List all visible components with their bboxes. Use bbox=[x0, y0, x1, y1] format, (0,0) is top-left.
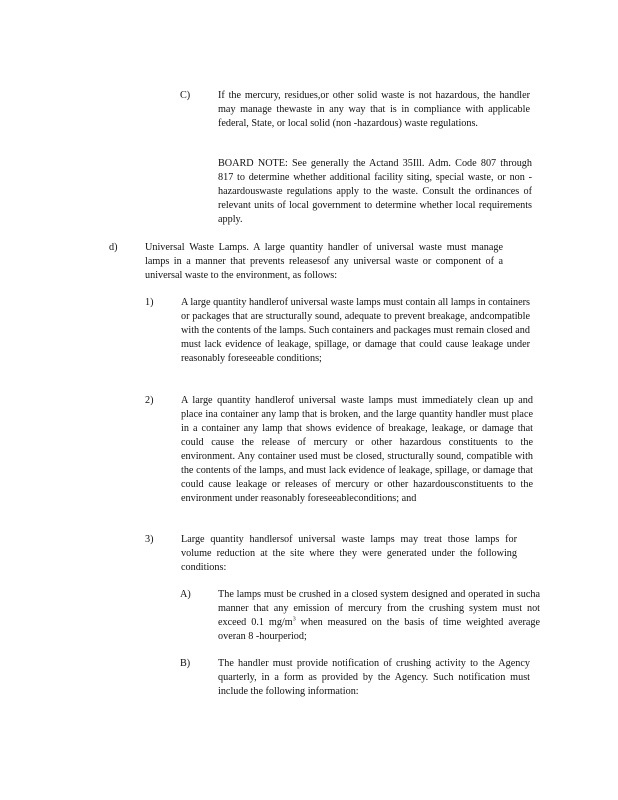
item-label-d3: 3) bbox=[145, 534, 154, 545]
paragraph-d3A bbox=[218, 588, 540, 644]
paragraph-d1: A large quantity handlerof universal waste lamps must contain all lamps in containers or packages that are structurally sound, adequate to prevent breakage, andcompatible with the contents of the lamps. Such containers and packages must remain closed and must lack evidence of leakage, spillage, or damage that could cause leakage under reasonably foreseeable conditions; bbox=[181, 297, 530, 364]
item-label-C: C) bbox=[180, 90, 191, 101]
superscript-3: 3 bbox=[292, 616, 296, 623]
item-label-d: d) bbox=[109, 242, 118, 253]
item-label-d3B: B) bbox=[180, 658, 191, 669]
item-label-d1: 1) bbox=[145, 297, 154, 308]
item-label-d3A: A) bbox=[180, 589, 191, 600]
paragraph-d: Universal Waste Lamps. A large quantity handler of universal waste must manage lamps in a manner that prevents releasesof any universal waste or component of a universal waste to the environment, as follows: bbox=[145, 242, 503, 281]
board-note: BOARD NOTE: See generally the Actand 35Ill. Adm. Code 807 through 817 to determine whether additional facility siting, special waste, or non -hazardouswaste regulations apply to the waste. Consult the ordinances of relevant units of local government to determine whether local requirements apply. bbox=[218, 158, 532, 225]
item-label-d2: 2) bbox=[145, 395, 154, 406]
paragraph-C: If the mercury, residues,or other solid waste is not hazardous, the handler may manage thewaste in any way that is in compliance with applicable federal, State, or local solid (non -hazardous) waste regulations. bbox=[218, 90, 530, 129]
paragraph-d3A-text-2: when measured on the basis of time weighted average overan 8 -hourperiod; bbox=[218, 617, 541, 642]
paragraph-d2: A large quantity handlerof universal waste lamps must immediately clean up and place ina container any lamp that is broken, and the large quantity handler must place in a container any lamp that shows evidence of breakage, leakage, or damage that could cause the release of mercury or other hazardous constituents to the environment. Any container used must be closed, structurally sound, compatible with the contents of the lamps, and must lack evidence of leakage, spillage, or damage that could cause leakage or releases of mercury or other hazardousconstituents to the environment under reasonably foreseeableconditions; and bbox=[181, 395, 533, 504]
paragraph-d3: Large quantity handlersof universal waste lamps may treat those lamps for volume reduction at the site where they were generated under the following conditions: bbox=[181, 534, 517, 573]
paragraph-d3A-text-1: The lamps must be crushed in a closed system designed and operated in sucha manner that any emission of mercury from the crushing system must not exceed 0.1 mg/m bbox=[218, 589, 540, 628]
paragraph-d3B: The handler must provide notification of crushing activity to the Agency quarterly, in a form as provided by the Agency. Such notification must include the following information: bbox=[218, 658, 530, 697]
